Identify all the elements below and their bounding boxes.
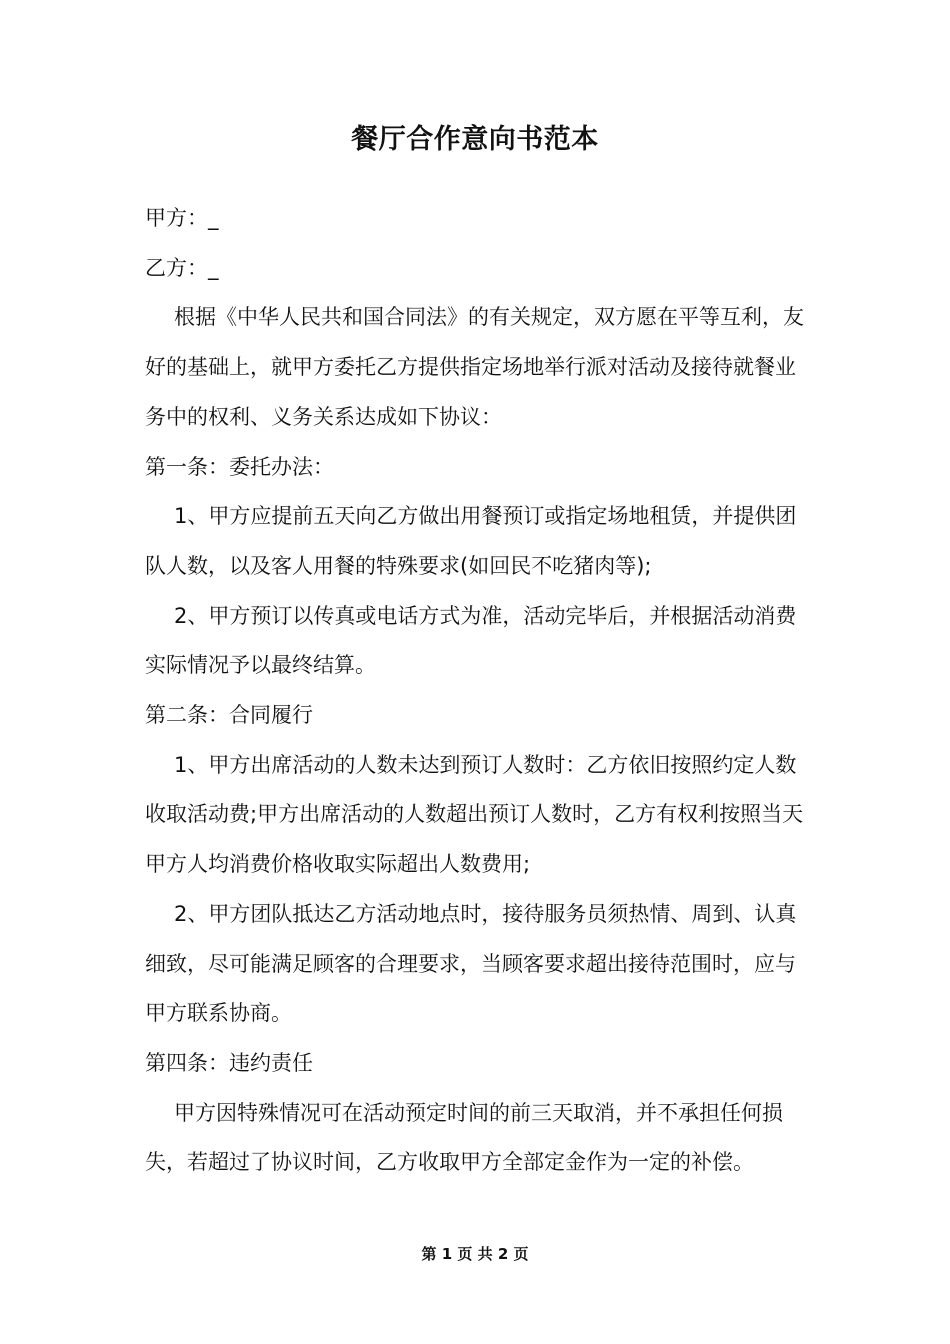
document-title: 餐厅合作意向书范本 — [351, 124, 599, 155]
party-a-line: 甲方：_ — [145, 206, 219, 230]
article-1-item-1: 1、甲方应提前五天向乙方做出用餐预订或指定场地租赁，并提供团队人数，以及客人用餐的特殊要求(如回民不吃猪肉等); — [145, 504, 797, 578]
intro-paragraph: 根据《中华人民共和国合同法》的有关规定，双方愿在平等互利，友好的基础上，就甲方委托乙方提供指定场地举行派对活动及接待就餐业务中的权利、义务关系达成如下协议： — [145, 305, 804, 429]
article-2-heading: 第二条：合同履行 — [145, 703, 313, 728]
article-2-item-1: 1、甲方出席活动的人数未达到预订人数时：乙方依旧按照约定人数收取活动费;甲方出席活动的人数超出预订人数时，乙方有权利按照当天甲方人均消费价格收取实际超出人数费用; — [145, 752, 804, 877]
article-1-item-2: 2、甲方预订以传真或电话方式为准，活动完毕后，并根据活动消费实际情况予以最终结算。 — [145, 603, 797, 678]
party-b-line: 乙方：_ — [145, 255, 219, 280]
article-4-heading: 第四条：违约责任 — [145, 1050, 313, 1075]
article-4-paragraph: 甲方因特殊情况可在活动预定时间的前三天取消，并不承担任何损失，若超过了协议时间，乙方收取甲方全部定金作为一定的补偿。 — [145, 1100, 783, 1175]
article-1-heading: 第一条：委托办法： — [145, 454, 334, 479]
page-number-footer: 第 1 页 共 2 页 — [421, 1245, 529, 1263]
document-body — [145, 194, 815, 1188]
article-2-item-2: 2、甲方团队抵达乙方活动地点时，接待服务员须热情、周到、认真细致，尽可能满足顾客的合理要求，当顾客要求超出接待范围时，应与甲方联系协商。 — [145, 901, 797, 1026]
